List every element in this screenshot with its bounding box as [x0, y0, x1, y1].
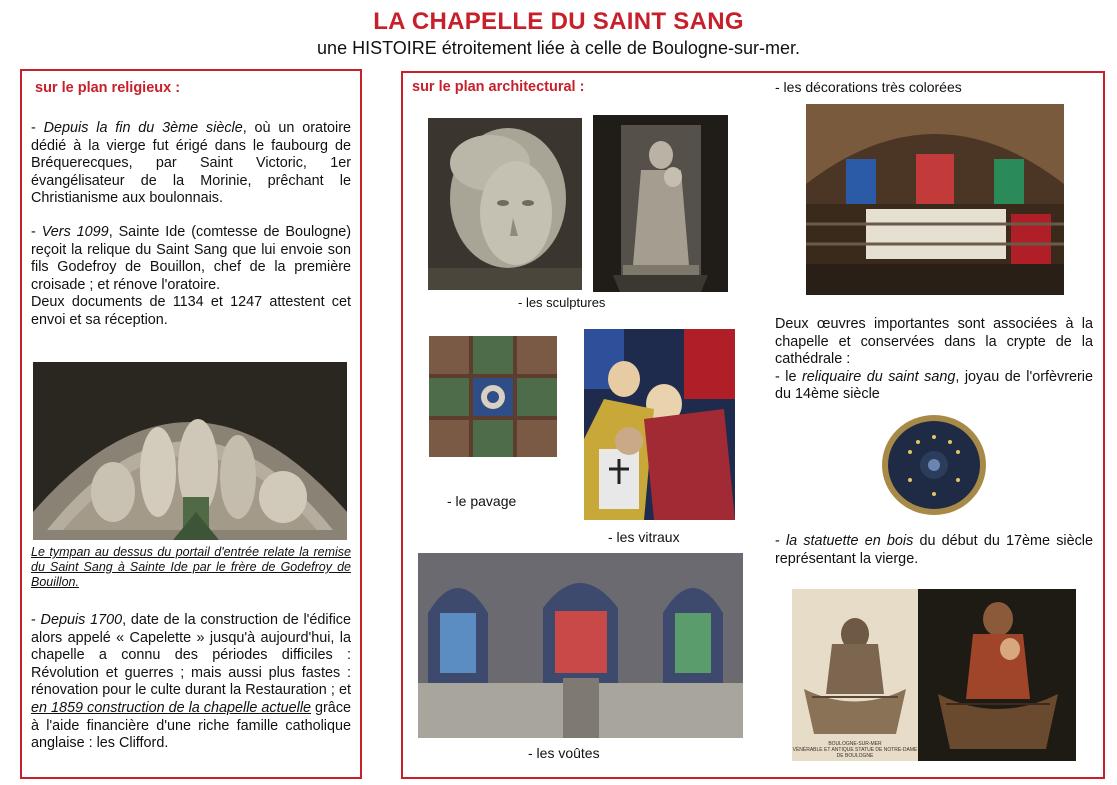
religious-text-top: - Depuis la fin du 3ème siècle, où un oratoire dédié à la vierge fut érigé dans le faubourg de Bréquerecques, par Saint Victoric, 1er évangélisateur de la Morinie, prêchant le Christianisme aux boulonnais. - Vers 1099, Sainte Ide (comtesse de Boulogne) reçoit la relique du Saint Sang que lui envoie son fils Godefroy de Bouillon, chef de la première croisade ; et rénove l'oratoire. Deux documents de 1134 et 1247 attestent cet envoi et sa réception.: [31, 120, 352, 328]
decorations-photo: [806, 104, 1064, 295]
date-1700: Depuis 1700: [40, 612, 123, 628]
reliquaire-photo: [880, 412, 988, 518]
page-subtitle: une HISTOIRE étroitement liée à celle de Boulogne-sur-mer.: [317, 38, 800, 58]
caption-sculptures: - les sculptures: [518, 295, 606, 310]
sculpture-statue-photo: [593, 115, 728, 292]
statuette-text: - la statuette en bois du début du 17ème siècle représentant la vierge.: [775, 533, 1093, 567]
caption-decorations: - les décorations très colorées: [775, 79, 962, 95]
postcard-line2: VÉNÉRABLE ET ANTIQUE STATUE DE NOTRE-DAME DE BOULOGNE: [792, 747, 918, 759]
statuette-label: la statuette en bois: [785, 533, 914, 549]
architectural-heading: sur le plan architectural :: [412, 79, 585, 95]
caption-vitraux: - les vitraux: [608, 529, 680, 545]
caption-voutes: - les voûtes: [528, 745, 600, 761]
oeuvres-text: Deux œuvres importantes sont associées à la chapelle et conservées dans la crypte de la cathédrale : - le reliquaire du saint sang, joyau de l'orfèvrerie du 14ème siècle: [775, 316, 1093, 403]
religious-heading: sur le plan religieux :: [35, 80, 181, 96]
pavage-photo: [429, 336, 557, 457]
page-title: LA CHAPELLE DU SAINT SANG: [373, 8, 744, 35]
documents-paragraph: Deux documents de 1134 et 1247 attestent cet envoi et sa réception.: [31, 294, 351, 328]
date-1099: Vers 1099: [41, 223, 109, 240]
construction-1859: en 1859 construction de la chapelle actuelle: [31, 699, 312, 716]
caption-pavage: - le pavage: [447, 493, 517, 509]
vitraux-photo: [584, 329, 735, 520]
statuette-postcard-photo: [792, 589, 918, 761]
tympan-caption: Le tympan au dessus du portail d'entrée relate la remise du Saint Sang à Sainte Ide par le frère de Godefroy de Bouillon.: [31, 545, 351, 589]
postcard-line1: BOULOGNE-SUR-MER: [828, 741, 882, 747]
voutes-photo: [418, 553, 743, 738]
religious-text-bottom: - Depuis 1700, date de la construction de l'édifice alors appelé « Capelette » jusqu'à aujourd'hui, la chapelle a connu des périodes difficiles : Révolution et guerres ; mais aussi plus fastes : rénovation pour le culte durant la Restauration ; et en 1859 construction de la chapelle actuelle grâce à l'aide financière d'une riche famille catholique anglaise : les Clifford.: [31, 612, 352, 752]
date-3rd-century: Depuis la fin du 3ème siècle: [43, 120, 243, 136]
sculpture-head-photo: [428, 118, 582, 290]
tympan-photo: [33, 362, 347, 540]
reliquaire-label: reliquaire du saint sang: [802, 368, 956, 385]
statuette-color-photo: [918, 589, 1076, 761]
